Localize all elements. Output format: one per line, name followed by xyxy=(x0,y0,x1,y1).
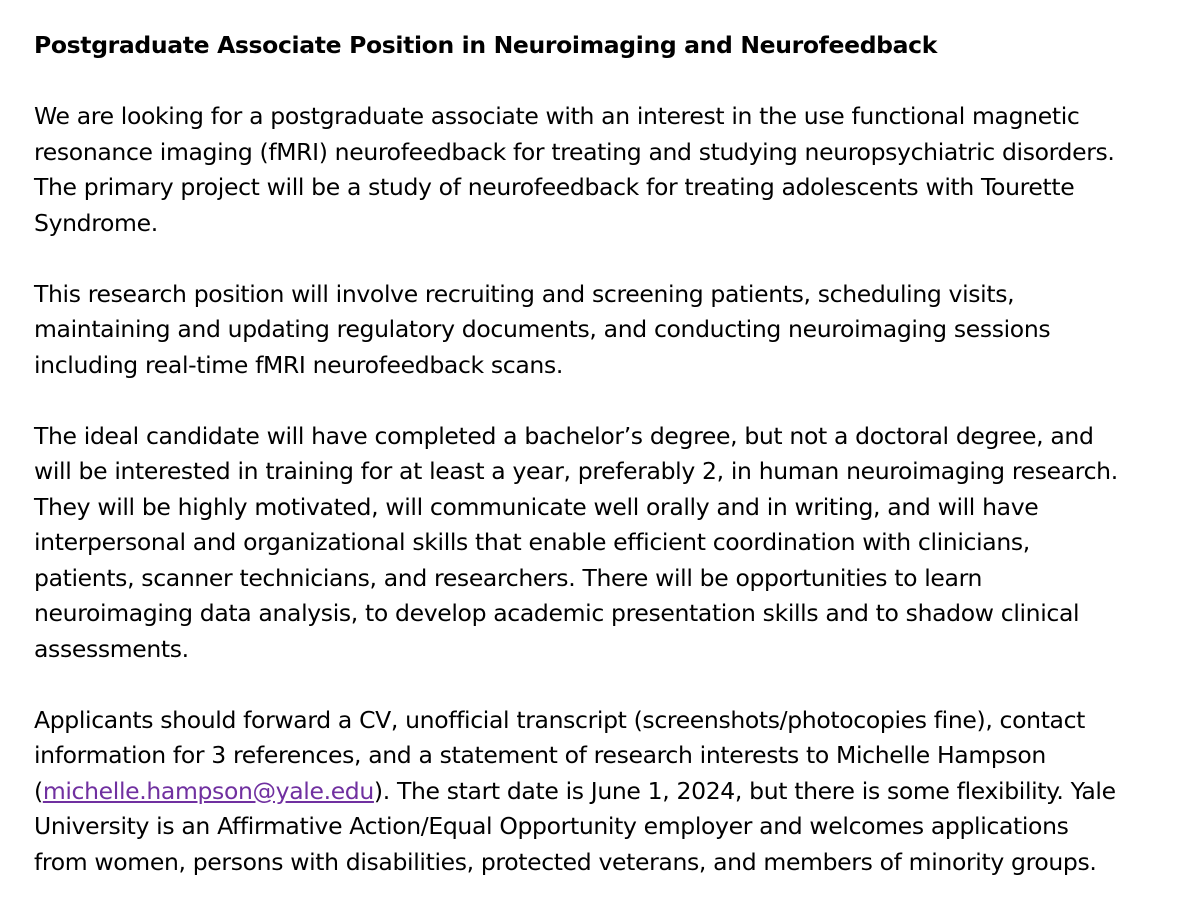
text-line-with-email xyxy=(34,774,1184,810)
text-line: Applicants should forward a CV, unofficial transcript (screenshots/photocopies fine), contact xyxy=(34,705,1086,734)
text-line: Syndrome. xyxy=(34,208,158,237)
document xyxy=(34,28,1184,880)
paragraph-candidate xyxy=(34,419,1184,668)
text-line: including real-time fMRI neurofeedback scans. xyxy=(34,350,563,379)
paragraph-duties xyxy=(34,277,1184,384)
text-line: They will be highly motivated, will communicate well orally and in writing, and will have xyxy=(34,492,1039,521)
open-paren: ( xyxy=(34,776,43,805)
text-line: University is an Affirmative Action/Equal Opportunity employer and welcomes applications xyxy=(34,812,1069,840)
text-line: patients, scanner technicians, and researchers. There will be opportunities to learn xyxy=(34,563,983,592)
text-line: interpersonal and organizational skills that enable efficient coordination with clinicians, xyxy=(34,528,1030,556)
line-continuation: ). The start date is June 1, 2024, but there is some flexibility. Yale xyxy=(373,776,1116,805)
document-title: Postgraduate Associate Position in Neuroimaging and Neurofeedback xyxy=(34,31,937,59)
text-line: resonance imaging (fMRI) neurofeedback for treating and studying neuropsychiatric disorders. xyxy=(34,137,1115,166)
text-line: The ideal candidate will have completed a bachelor’s degree, but not a doctoral degree, and xyxy=(34,421,1094,450)
text-line: We are looking for a postgraduate associate with an interest in the use functional magnetic xyxy=(34,102,1080,130)
text-line: neuroimaging data analysis, to develop academic presentation skills and to shadow clinical xyxy=(34,599,1080,627)
text-line: information for 3 references, and a statement of research interests to Michelle Hampson xyxy=(34,741,1046,769)
text-line: maintaining and updating regulatory documents, and conducting neuroimaging sessions xyxy=(34,315,1051,343)
text-line: assessments. xyxy=(34,634,189,663)
text-line: from women, persons with disabilities, protected veterans, and members of minority groups. xyxy=(34,847,1097,876)
text-line: will be interested in training for at least a year, preferably 2, in human neuroimaging research. xyxy=(34,457,1118,485)
email-link[interactable]: michelle.hampson@yale.edu xyxy=(42,776,374,805)
text-line: This research position will involve recruiting and screening patients, scheduling visits, xyxy=(34,279,1015,308)
text-line: The primary project will be a study of neurofeedback for treating adolescents with Tourette xyxy=(34,173,1075,201)
paragraph-intro xyxy=(34,99,1184,241)
paragraph-application xyxy=(34,703,1184,881)
